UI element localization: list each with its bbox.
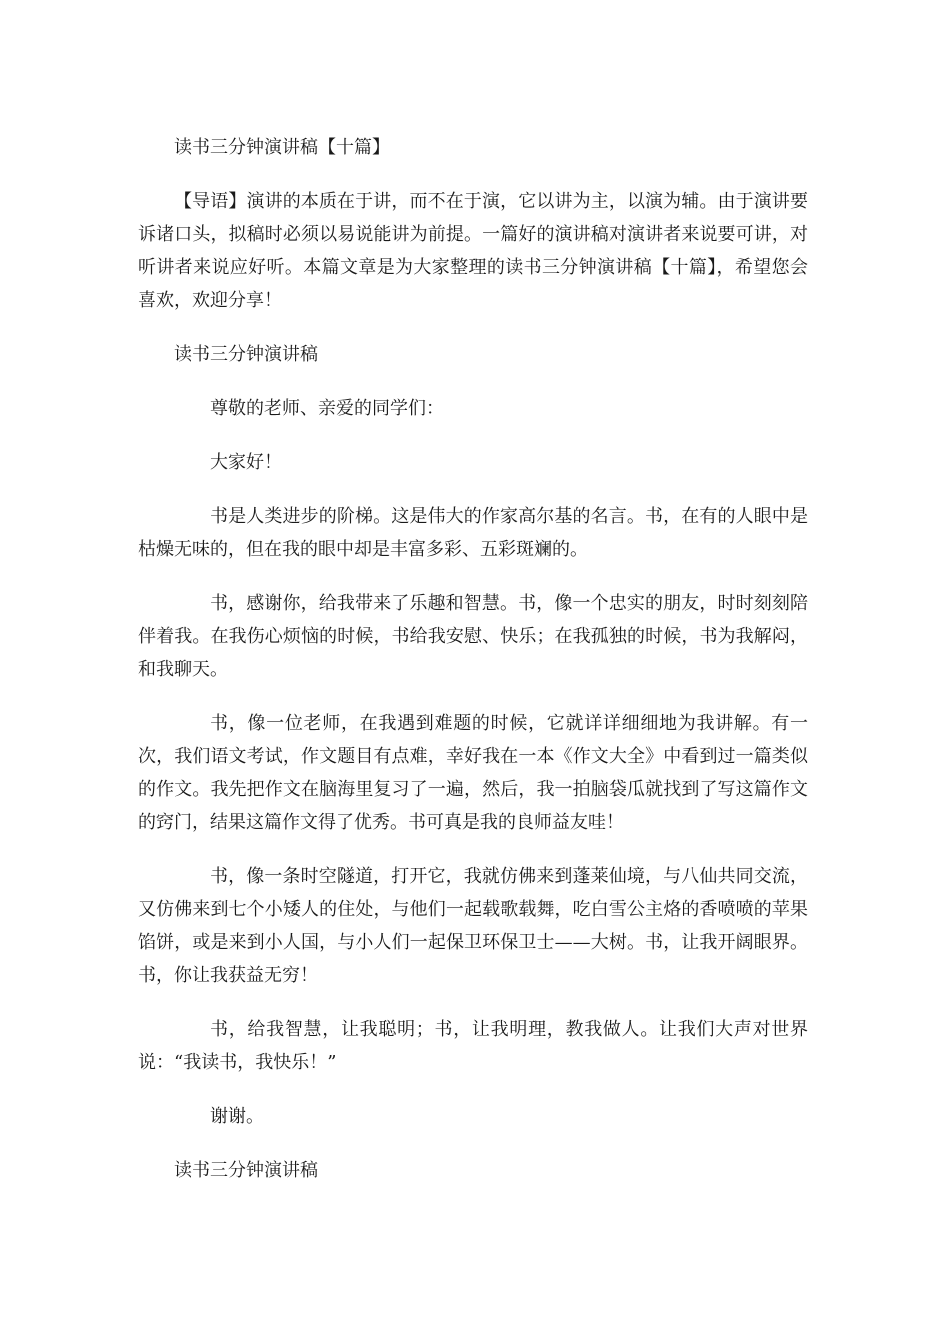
body-paragraph: 书，感谢你，给我带来了乐趣和智慧。书，像一个忠实的朋友，时时刻刻陪伴着我。在我伤心烦恼的时候，书给我安慰、快乐；在我孤独的时候，书为我解闷，和我聊天。: [138, 593, 808, 680]
greeting: 大家好！: [210, 452, 282, 473]
closing: 谢谢。: [210, 1106, 264, 1127]
salutation: 尊敬的老师、亲爱的同学们：: [210, 398, 444, 419]
section-title: 读书三分钟演讲稿: [174, 1160, 318, 1181]
body-paragraph: 书是人类进步的阶梯。这是伟大的作家高尔基的名言。书，在有的人眼中是枯燥无味的，但在我的眼中却是丰富多彩、五彩斑斓的。: [138, 506, 808, 560]
body-paragraph: 书，像一位老师，在我遇到难题的时候，它就详详细细地为我讲解。有一次，我们语文考试，作文题目有点难，幸好我在一本《作文大全》中看到过一篇类似的作文。我先把作文在脑海里复习了一遍，然后，我一拍脑袋瓜就找到了写这篇作文的窍门，结果这篇作文得了优秀。书可真是我的良师益友哇！: [138, 713, 808, 833]
document-page: [138, 131, 808, 1187]
section-title: 读书三分钟演讲稿: [174, 344, 318, 365]
body-paragraph: 书，给我智慧，让我聪明；书，让我明理，教我做人。让我们大声对世界说：“我读书，我快乐！”: [138, 1019, 808, 1073]
intro-paragraph: 【导语】演讲的本质在于讲，而不在于演，它以讲为主，以演为辅。由于演讲要诉诸口头，拟稿时必须以易说能讲为前提。一篇好的演讲稿对演讲者来说要可讲，对听讲者来说应好听。本篇文章是为大家整理的读书三分钟演讲稿【十篇】，希望您会喜欢，欢迎分享！: [138, 191, 808, 311]
body-paragraph: 书，像一条时空隧道，打开它，我就仿佛来到蓬莱仙境，与八仙共同交流，又仿佛来到七个小矮人的住处，与他们一起载歌载舞，吃白雪公主烙的香喷喷的苹果馅饼，或是来到小人国，与小人们一起保卫环保卫士——大树。书，让我开阔眼界。书，你让我获益无穷！: [138, 866, 808, 986]
document-title: 读书三分钟演讲稿【十篇】: [174, 137, 390, 158]
